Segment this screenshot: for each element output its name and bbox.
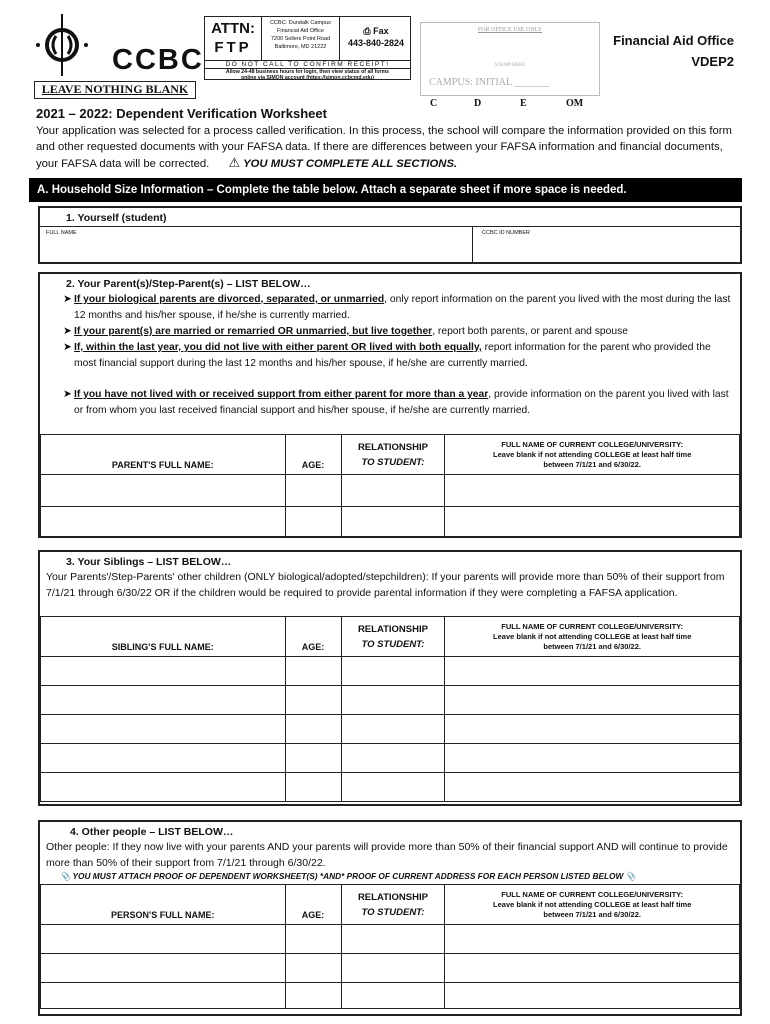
table-row <box>41 475 740 507</box>
ccbc-id-label: CCBC ID NUMBER <box>482 230 530 236</box>
intro-text <box>36 123 736 172</box>
parent-rule-4 <box>63 387 734 419</box>
attach-proof-notice <box>60 871 636 882</box>
parent-rule-1 <box>63 292 734 324</box>
code-om: OM <box>566 98 584 109</box>
ftp-label: FTP <box>214 39 252 56</box>
table-row <box>41 954 740 983</box>
relationship-cell[interactable] <box>341 715 445 744</box>
age-cell[interactable] <box>285 686 341 715</box>
full-name-field[interactable] <box>42 238 468 260</box>
siblings-text: Your Parents'/Step-Parents' other children (ONLY biological/adopted/stepchildren): If your parents will provide more than 50% of their support from 7/1/21 through 6/30/22 OR if the children would be required to provide parental information if they were completing a FAFSA application. <box>46 571 725 599</box>
office-use-label: FOR OFFICE USE ONLY <box>477 27 543 33</box>
rel-line-2: TO STUDENT: <box>361 638 425 650</box>
relationship-cell[interactable] <box>341 983 445 1009</box>
rel-line-2: TO STUDENT: <box>361 906 425 918</box>
attn-fax-box <box>204 16 411 80</box>
campus-line: Financial Aid Office <box>277 28 324 34</box>
col-parent-name: PARENT'S FULL NAME: <box>41 435 286 475</box>
name-cell[interactable] <box>41 925 286 954</box>
table-row <box>41 507 740 537</box>
col-college <box>445 885 740 925</box>
full-name-label: FULL NAME <box>46 230 77 236</box>
relationship-cell[interactable] <box>341 657 445 686</box>
campus-line: 7200 Sollers Point Road <box>270 36 331 42</box>
college-cell[interactable] <box>445 954 740 983</box>
leave-nothing-blank-label: LEAVE NOTHING BLANK <box>34 81 196 99</box>
yourself-section <box>38 206 742 264</box>
rule-text: , report both parents, or parent and spouse <box>432 326 628 337</box>
college-line-2: Leave blank if not attending COLLEGE at least half time <box>493 631 692 641</box>
age-cell[interactable] <box>285 744 341 773</box>
code-c: C <box>430 98 438 109</box>
rel-line-1: RELATIONSHIP <box>357 891 428 903</box>
campus-line: CCBC: Dundalk Campus <box>270 20 331 26</box>
parents-title: 2. Your Parent(s)/Step-Parent(s) – LIST BELOW… <box>66 278 311 290</box>
others-text: Other people: If they now live with your parents AND your parents will provide more than 50% of their financial support AND will continue to provide more than 50% of their support from 7/1/21 through 6/30/22. <box>46 841 728 869</box>
rule-emphasis: If you have not lived with or received support from either parent for more than a year <box>74 389 489 400</box>
col-age: AGE: <box>285 885 341 925</box>
col-relationship <box>341 435 445 475</box>
ccbc-logo <box>32 14 204 76</box>
college-line-2: Leave blank if not attending COLLEGE at least half time <box>493 449 692 459</box>
name-cell[interactable] <box>41 686 286 715</box>
college-cell[interactable] <box>445 744 740 773</box>
office-title: Financial Aid Office <box>613 33 734 48</box>
name-cell[interactable] <box>41 983 286 1009</box>
college-cell[interactable] <box>445 686 740 715</box>
paperclip-icon: 📎 <box>625 871 636 881</box>
table-header-row <box>41 885 740 925</box>
table-row <box>41 925 740 954</box>
age-cell[interactable] <box>285 475 341 507</box>
campus-initial-label: CAMPUS: INITIAL _______ <box>429 77 550 88</box>
college-line-1: FULL NAME OF CURRENT COLLEGE/UNIVERSITY: <box>501 621 684 631</box>
age-cell[interactable] <box>285 925 341 954</box>
college-line-3: between 7/1/21 and 6/30/22. <box>543 909 641 919</box>
rule-text: , only report information on the parent you lived with the most during the last 12 months and his/her spouse, if he/she is currently married. <box>74 294 731 321</box>
age-cell[interactable] <box>285 507 341 537</box>
page-title: 2021 – 2022: Dependent Verification Worksheet <box>36 106 327 121</box>
relationship-cell[interactable] <box>341 507 445 537</box>
rule-text: , provide information on the parent you lived with last or from whom you last received financial support and his/her spouse, if he/she are currently married. <box>74 389 729 416</box>
college-line-3: between 7/1/21 and 6/30/22. <box>543 641 641 651</box>
rel-line-2: TO STUDENT: <box>361 456 425 468</box>
college-cell[interactable] <box>445 773 740 802</box>
arrow-bullet-icon: ➤ <box>63 326 72 337</box>
relationship-cell[interactable] <box>341 475 445 507</box>
rule-emphasis: If your biological parents are divorced, separated, or unmarried <box>74 294 385 305</box>
attach-proof-text: YOU MUST ATTACH PROOF OF DEPENDENT WORKSHEET(S) *AND* PROOF OF CURRENT ADDRESS FOR EACH PERSON LISTED BELOW <box>72 871 624 881</box>
ccbc-emblem-icon <box>32 14 92 76</box>
rel-line-1: RELATIONSHIP <box>357 623 428 635</box>
name-cell[interactable] <box>41 744 286 773</box>
college-cell[interactable] <box>445 507 740 537</box>
college-cell[interactable] <box>445 475 740 507</box>
parent-rule-2 <box>63 324 734 340</box>
col-person-name: PERSON'S FULL NAME: <box>41 885 286 925</box>
fax-cell <box>340 17 412 60</box>
fax-number: 443-840-2824 <box>347 38 405 48</box>
college-cell[interactable] <box>445 715 740 744</box>
stamp-here-label: STAMP HERE <box>494 63 526 68</box>
col-age: AGE: <box>285 435 341 475</box>
age-cell[interactable] <box>285 773 341 802</box>
relationship-cell[interactable] <box>341 773 445 802</box>
warning-icon: ⚠ <box>228 155 241 170</box>
table-row <box>41 983 740 1009</box>
table-row <box>41 686 740 715</box>
table-row <box>41 657 740 686</box>
campus-line: Baltimore, MD 21222 <box>274 44 327 50</box>
col-age: AGE: <box>285 617 341 657</box>
section-a-header: A. Household Size Information – Complete the table below. Attach a separate sheet if more space is needed. <box>29 178 742 202</box>
table-header-row <box>41 435 740 475</box>
parents-table <box>40 434 740 537</box>
rule-text: report information for the parent who provided the most financial support during the last 12 months and his/her spouse, if he/she are currently married. <box>74 342 711 369</box>
arrow-bullet-icon: ➤ <box>63 389 72 400</box>
relationship-cell[interactable] <box>341 925 445 954</box>
fax-label: Fax <box>373 26 389 36</box>
paperclip-icon: 📎 <box>60 871 71 881</box>
arrow-bullet-icon: ➤ <box>63 342 72 353</box>
allow-line: Allow 24-48 business hours for login, then view status of all forms <box>225 69 390 75</box>
table-row <box>41 744 740 773</box>
age-cell[interactable] <box>285 983 341 1009</box>
office-use-box <box>420 22 600 96</box>
form-code: VDEP2 <box>691 54 734 69</box>
siblings-table <box>40 616 740 802</box>
fax-machine-icon: ⎙ <box>363 26 371 36</box>
campus-address <box>262 17 340 60</box>
name-cell[interactable] <box>41 657 286 686</box>
logo-text: CCBC <box>112 44 204 76</box>
college-line-1: FULL NAME OF CURRENT COLLEGE/UNIVERSITY: <box>501 439 684 449</box>
code-e: E <box>520 98 527 109</box>
college-cell[interactable] <box>445 925 740 954</box>
college-cell[interactable] <box>445 983 740 1009</box>
age-cell[interactable] <box>285 657 341 686</box>
yourself-title: 1. Yourself (student) <box>66 212 167 224</box>
college-line-1: FULL NAME OF CURRENT COLLEGE/UNIVERSITY: <box>501 889 684 899</box>
siblings-title: 3. Your Siblings – LIST BELOW… <box>66 556 232 568</box>
name-cell[interactable] <box>41 715 286 744</box>
col-relationship <box>341 617 445 657</box>
college-line-3: between 7/1/21 and 6/30/22. <box>543 459 641 469</box>
code-d: D <box>474 98 482 109</box>
parent-rule-3 <box>63 340 734 372</box>
ccbc-id-field[interactable] <box>476 238 738 260</box>
table-row <box>41 773 740 802</box>
relationship-cell[interactable] <box>341 954 445 983</box>
name-cell[interactable] <box>41 475 286 507</box>
office-title-block <box>613 30 734 72</box>
rule-emphasis: If, within the last year, you did not live with either parent OR lived with both equally, <box>74 342 482 353</box>
rel-line-1: RELATIONSHIP <box>357 441 428 453</box>
table-header-row <box>41 617 740 657</box>
arrow-bullet-icon: ➤ <box>63 294 72 305</box>
name-cell[interactable] <box>41 507 286 537</box>
allow-notice <box>205 69 410 81</box>
relationship-cell[interactable] <box>341 686 445 715</box>
college-line-2: Leave blank if not attending COLLEGE at least half time <box>493 899 692 909</box>
col-college <box>445 435 740 475</box>
allow-line: online via SIMON account (https://simon.ccbcmd.edu) <box>241 75 374 81</box>
intro-paragraph: Your application was selected for a process called verification. In this process, the school will compare the information provided on this form and other requested documents with your FAFSA data. If there are differences between your FAFSA information and financial documents, your FAFSA data will be corrected. <box>36 125 732 170</box>
rule-emphasis: If your parent(s) are married or remarried OR unmarried, but live together <box>74 326 433 337</box>
col-sibling-name: SIBLING'S FULL NAME: <box>41 617 286 657</box>
age-cell[interactable] <box>285 954 341 983</box>
table-row <box>41 715 740 744</box>
age-cell[interactable] <box>285 715 341 744</box>
col-relationship <box>341 885 445 925</box>
others-table <box>40 884 740 1009</box>
others-title: 4. Other people – LIST BELOW… <box>70 826 234 838</box>
attn-label: ATTN: <box>211 20 255 37</box>
attn-cell <box>205 17 262 60</box>
relationship-cell[interactable] <box>341 744 445 773</box>
must-complete-notice: YOU MUST COMPLETE ALL SECTIONS. <box>243 158 458 170</box>
college-cell[interactable] <box>445 657 740 686</box>
name-cell[interactable] <box>41 954 286 983</box>
name-cell[interactable] <box>41 773 286 802</box>
do-not-call-notice: DO NOT CALL TO CONFIRM RECEIPT! <box>205 60 410 69</box>
col-college <box>445 617 740 657</box>
